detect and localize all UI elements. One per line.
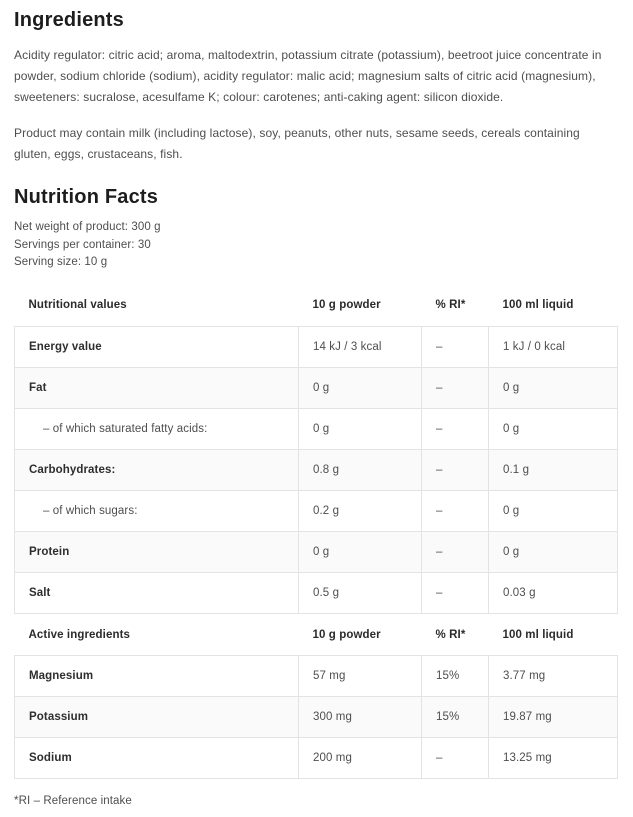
column-header-liquid: 100 ml liquid	[489, 614, 618, 656]
active-ingredients-header	[15, 614, 618, 656]
table-row-sodium	[15, 738, 618, 779]
cell-ri: –	[422, 409, 489, 450]
ingredients-composition-paragraph: Acidity regulator: citric acid; aroma, maltodextrin, potassium citrate (potassium), beetroot juice concentrate in powder, sodium chloride (sodium), acidity regulator: malic acid; magnesium salts of citric acid (magnesium), sweeteners: sucralose, acesulfame K; colour: carotenes; anti-caking agent: silicon dioxide.	[14, 48, 602, 104]
column-header-liquid: 100 ml liquid	[489, 285, 618, 327]
row-label: Sodium	[15, 738, 299, 779]
active-ingredients-body	[15, 656, 618, 779]
row-label: Carbohydrates:	[15, 450, 299, 491]
nutritional-values-header	[15, 285, 618, 327]
cell-liquid: 19.87 mg	[489, 697, 618, 738]
row-label: Salt	[15, 573, 299, 614]
cell-ri: –	[422, 738, 489, 779]
column-header-ri: % RI*	[422, 614, 489, 656]
cell-ri: –	[422, 327, 489, 368]
cell-ri: 15%	[422, 697, 489, 738]
cell-ri: –	[422, 450, 489, 491]
column-header-powder: 10 g powder	[299, 614, 422, 656]
cell-liquid: 1 kJ / 0 kcal	[489, 327, 618, 368]
nutrition-facts-title: Nutrition Facts	[14, 186, 159, 208]
cell-powder: 0.2 g	[299, 491, 422, 532]
allergen-warning-paragraph: Product may contain milk (including lactose), soy, peanuts, other nuts, sesame seeds, cereals containing gluten, eggs, crustaceans, fish.	[14, 126, 580, 161]
table-row-energy	[15, 327, 618, 368]
cell-liquid: 13.25 mg	[489, 738, 618, 779]
cell-powder: 0 g	[299, 368, 422, 409]
net-weight-line: Net weight of product: 300 g	[14, 221, 161, 233]
cell-ri: –	[422, 532, 489, 573]
cell-liquid: 0 g	[489, 532, 618, 573]
cell-ri: –	[422, 368, 489, 409]
cell-powder: 14 kJ / 3 kcal	[299, 327, 422, 368]
table-row-saturated-fat	[15, 409, 618, 450]
cell-liquid: 0 g	[489, 409, 618, 450]
cell-powder: 300 mg	[299, 697, 422, 738]
cell-powder: 0.5 g	[299, 573, 422, 614]
column-header-active-ingredients: Active ingredients	[15, 614, 299, 656]
table-row-potassium	[15, 697, 618, 738]
table-row-sugars	[15, 491, 618, 532]
cell-ri: –	[422, 573, 489, 614]
cell-liquid: 0.03 g	[489, 573, 618, 614]
ingredients-title: Ingredients	[14, 9, 124, 31]
column-header-powder: 10 g powder	[299, 285, 422, 327]
row-sub-label: – of which saturated fatty acids:	[15, 409, 299, 450]
table-row-fat	[15, 368, 618, 409]
cell-powder: 0 g	[299, 409, 422, 450]
reference-intake-footnote: *RI – Reference intake	[14, 795, 132, 807]
table-header-row	[15, 614, 618, 656]
table-row-magnesium	[15, 656, 618, 697]
row-sub-label: – of which sugars:	[15, 491, 299, 532]
nutritional-values-body	[15, 327, 618, 614]
row-label: Magnesium	[15, 656, 299, 697]
cell-liquid: 0.1 g	[489, 450, 618, 491]
table-header-row	[15, 285, 618, 327]
row-label: Protein	[15, 532, 299, 573]
nutrition-table	[14, 285, 618, 780]
row-label: Fat	[15, 368, 299, 409]
column-header-ri: % RI*	[422, 285, 489, 327]
table-row-carbohydrates	[15, 450, 618, 491]
column-header-nutritional-values: Nutritional values	[15, 285, 299, 327]
cell-ri: –	[422, 491, 489, 532]
table-row-salt	[15, 573, 618, 614]
cell-powder: 0 g	[299, 532, 422, 573]
cell-liquid: 0 g	[489, 368, 618, 409]
cell-powder: 57 mg	[299, 656, 422, 697]
cell-liquid: 0 g	[489, 491, 618, 532]
row-label: Potassium	[15, 697, 299, 738]
cell-liquid: 3.77 mg	[489, 656, 618, 697]
serving-size-line: Serving size: 10 g	[14, 256, 108, 268]
cell-powder: 0.8 g	[299, 450, 422, 491]
cell-powder: 200 mg	[299, 738, 422, 779]
row-label: Energy value	[15, 327, 299, 368]
table-row-protein	[15, 532, 618, 573]
cell-ri: 15%	[422, 656, 489, 697]
servings-per-container-line: Servings per container: 30	[14, 238, 151, 251]
